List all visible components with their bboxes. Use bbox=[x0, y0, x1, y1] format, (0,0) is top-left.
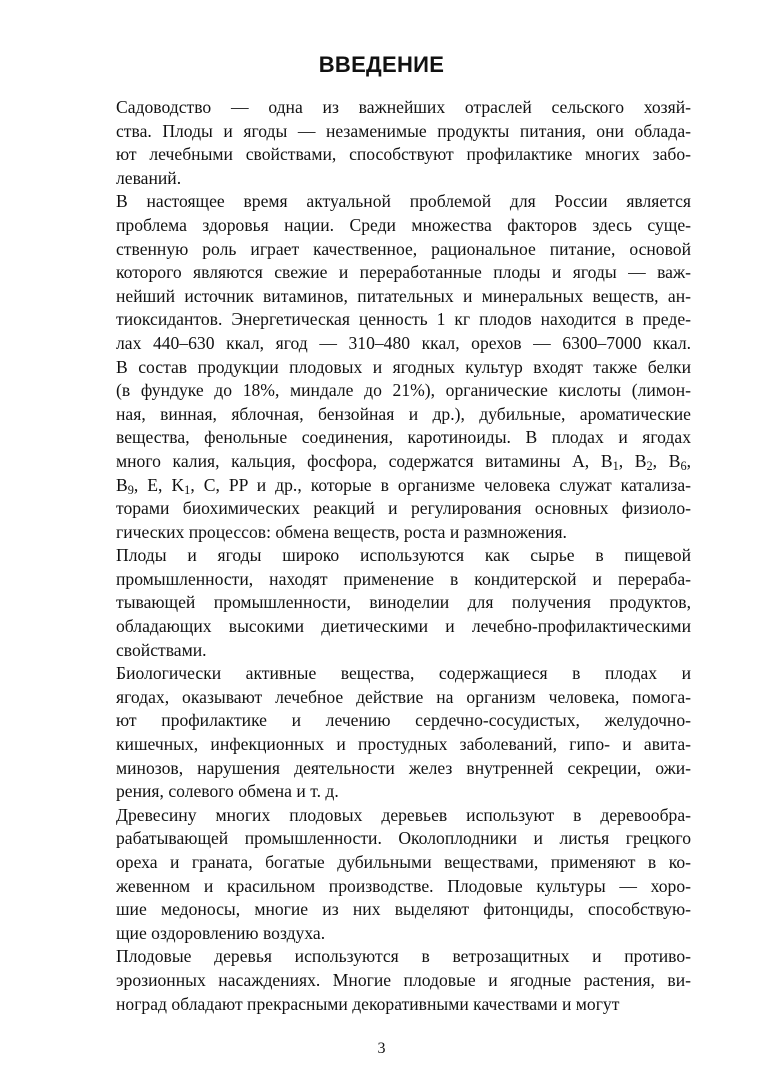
text-line: $B_9$, E, $K_1$, C, PP и др., которые в организме человека служат катализа- bbox=[116, 474, 691, 497]
page-body bbox=[72, 52, 691, 1016]
paragraph bbox=[72, 96, 691, 190]
text-line: ная, винная, яблочная, бензойная и др.), дубильные, ароматические bbox=[116, 403, 691, 424]
text-line: минозов, нарушения деятельности желез внутренней секреции, ожи- bbox=[116, 757, 691, 778]
text-line: жевенном и красильном производстве. Плодовые культуры — хоро- bbox=[116, 875, 691, 896]
text-line: торами биохимических реакций и регулирования основных физиоло- bbox=[116, 498, 691, 519]
text-line: В настоящее время актуальной проблемой для России является bbox=[116, 191, 691, 212]
page-number: 3 bbox=[377, 1040, 386, 1057]
text-line: Плоды и ягоды широко используются как сырье в пищевой bbox=[116, 545, 691, 566]
text-line: гических процессов: обмена веществ, роста и размножения. bbox=[116, 521, 567, 542]
text-line: шие медоносы, многие из них выделяют фитонциды, способствую- bbox=[116, 899, 691, 920]
text-line: (в фундуке до 18%, миндале до 21%), органические кислоты (лимон- bbox=[116, 380, 691, 401]
text-line: проблема здоровья нации. Среди множества факторов здесь суще- bbox=[116, 214, 691, 235]
text-line: тывающей промышленности, виноделии для получения продуктов, bbox=[116, 592, 691, 613]
text-line: много калия, кальция, фосфора, содержатся витамины А, $B_1$, $B_2$, $B_6$, bbox=[116, 450, 691, 473]
text-line: щие оздоровлению воздуха. bbox=[116, 922, 326, 943]
text-line: обладающих высокими диетическими и лечебно-профилактическими bbox=[116, 616, 691, 637]
text-line: лах 440–630 ккал, ягод — 310–480 ккал, орехов — 6300–7000 ккал. bbox=[116, 332, 691, 353]
text-line: Биологически активные вещества, содержащиеся в плодах и bbox=[116, 663, 691, 684]
text-line: нейший источник витаминов, питательных и минеральных веществ, ан- bbox=[116, 285, 691, 306]
text-line: ют лечебными свойствами, способствуют профилактике многих забо- bbox=[116, 144, 691, 165]
text-line: ства. Плоды и ягоды — незаменимые продукты питания, они облада- bbox=[116, 120, 691, 141]
paragraph bbox=[72, 662, 691, 804]
text-line: кишечных, инфекционных и простудных заболеваний, гипо- и авита- bbox=[116, 734, 691, 755]
paragraph bbox=[72, 804, 691, 946]
paragraph bbox=[72, 190, 691, 544]
text-line: ноград обладают прекрасными декоративными качествами и могут bbox=[116, 993, 620, 1014]
text-line: вещества, фенольные соединения, каротиноиды. В плодах и ягодах bbox=[116, 427, 691, 448]
text-line: ягодах, оказывают лечебное действие на организм человека, помога- bbox=[116, 686, 691, 707]
text-line: Садоводство — одна из важнейших отраслей сельского хозяй- bbox=[116, 97, 691, 117]
text-line: леваний. bbox=[116, 167, 182, 188]
text-line: ореха и граната, богатые дубильными веществами, применяют в ко- bbox=[116, 852, 691, 872]
text-line: эрозионных насаждениях. Многие плодовые и ягодные растения, ви- bbox=[116, 969, 691, 990]
text-line: ют профилактике и лечению сердечно-сосудистых, желудочно- bbox=[116, 710, 691, 731]
text-line: которого являются свежие и переработанные плоды и ягоды — важ- bbox=[116, 262, 691, 283]
text-line: тиоксидантов. Энергетическая ценность 1 кг плодов находится в преде- bbox=[116, 309, 691, 330]
body-text bbox=[72, 96, 691, 1016]
page-title: ВВЕДЕНИЕ bbox=[318, 52, 445, 77]
text-line: В состав продукции плодовых и ягодных культур входят также белки bbox=[116, 356, 691, 377]
text-line: ственную роль играет качественное, рациональное питание, основой bbox=[116, 238, 691, 259]
text-line: Древесину многих плодовых деревьев используют в деревообра- bbox=[116, 804, 691, 825]
paragraph bbox=[72, 544, 691, 662]
text-line: свойствами. bbox=[116, 639, 207, 660]
text-line: промышленности, находят применение в кондитерской и перераба- bbox=[116, 568, 691, 589]
text-line: рабатывающей промышленности. Околоплодники и листья грецкого bbox=[116, 828, 691, 849]
text-line: Плодовые деревья используются в ветрозащитных и противо- bbox=[116, 946, 691, 967]
text-line: рения, солевого обмена и т. д. bbox=[116, 781, 339, 802]
paragraph bbox=[72, 945, 691, 1016]
